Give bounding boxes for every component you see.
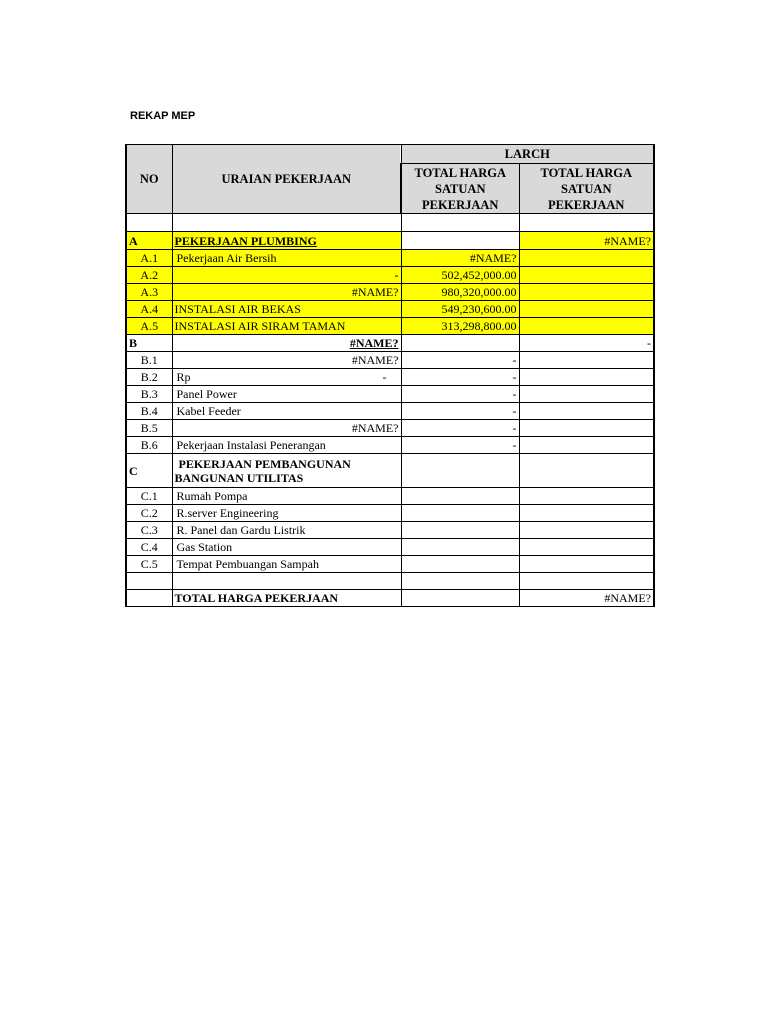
row-desc: Gas Station [172, 539, 401, 556]
table-row [126, 556, 654, 573]
row-v1: 980,320,000.00 [401, 284, 519, 301]
section-a-label: PEKERJAAN PLUMBING [172, 232, 401, 250]
row-desc: INSTALASI AIR SIRAM TAMAN [172, 318, 401, 335]
section-b-v1 [401, 335, 519, 352]
rekap-table [125, 144, 655, 607]
row-no: C.2 [126, 505, 172, 522]
total-v1 [401, 590, 519, 607]
row-no: B.6 [126, 437, 172, 454]
row-v1: - [401, 352, 519, 369]
table-row [126, 386, 654, 403]
row-v2 [519, 386, 654, 403]
table-row [126, 318, 654, 335]
row-v1: - [401, 369, 519, 386]
table-row [126, 284, 654, 301]
section-b-no: B [126, 335, 172, 352]
row-no: B.5 [126, 420, 172, 437]
section-c-label-line1: PEKERJAAN PEMBANGUNAN [178, 456, 351, 471]
row-v2 [519, 352, 654, 369]
row-desc-right: #NAME? [172, 420, 401, 437]
row-v2 [519, 522, 654, 539]
row-v2 [519, 556, 654, 573]
row-no: B.2 [126, 369, 172, 386]
row-no: C.1 [126, 488, 172, 505]
row-v2 [519, 488, 654, 505]
row-desc-text: Rp [176, 370, 191, 384]
row-no: A.4 [126, 301, 172, 318]
header-no: NO [126, 145, 172, 214]
row-v2 [519, 437, 654, 454]
section-c-v1 [401, 454, 519, 488]
section-a-no: A [126, 232, 172, 250]
row-v1: - [401, 386, 519, 403]
row-desc-right: #NAME? [172, 352, 401, 369]
row-v2 [519, 301, 654, 318]
header-col1: TOTAL HARGA SATUAN PEKERJAAN [401, 164, 519, 214]
table-row [126, 420, 654, 437]
table-row [126, 437, 654, 454]
spacer-row [126, 573, 654, 590]
row-v1: - [401, 437, 519, 454]
row-v1: #NAME? [401, 250, 519, 267]
row-desc: Kabel Feeder [172, 403, 401, 420]
section-a-total: #NAME? [519, 232, 654, 250]
row-v2 [519, 250, 654, 267]
header-row [126, 145, 654, 164]
row-desc-right: #NAME? [172, 284, 401, 301]
row-v1: 502,452,000.00 [401, 267, 519, 284]
row-v2 [519, 403, 654, 420]
row-desc: INSTALASI AIR BEKAS [172, 301, 401, 318]
table-row [126, 352, 654, 369]
row-desc [172, 369, 401, 386]
row-no: C.4 [126, 539, 172, 556]
total-value: #NAME? [519, 590, 654, 607]
row-v1: 549,230,600.00 [401, 301, 519, 318]
table-row [126, 488, 654, 505]
row-v1 [401, 522, 519, 539]
row-desc: Panel Power [172, 386, 401, 403]
row-v2 [519, 369, 654, 386]
section-b-row [126, 335, 654, 352]
row-no: A.2 [126, 267, 172, 284]
row-desc: Rumah Pompa [172, 488, 401, 505]
row-v1 [401, 556, 519, 573]
header-uraian: URAIAN PEKERJAAN [172, 145, 401, 214]
row-no: B.4 [126, 403, 172, 420]
row-v2 [519, 420, 654, 437]
row-desc-right: - [172, 267, 401, 284]
table-row [126, 267, 654, 284]
row-v1: 313,298,800.00 [401, 318, 519, 335]
row-desc-right: - [382, 370, 387, 384]
table-row [126, 403, 654, 420]
table-row [126, 301, 654, 318]
section-c-label [172, 454, 401, 488]
row-v1 [401, 488, 519, 505]
row-no: A.3 [126, 284, 172, 301]
row-v1: - [401, 403, 519, 420]
table-row [126, 505, 654, 522]
row-v2 [519, 267, 654, 284]
section-b-label: #NAME? [172, 335, 401, 352]
row-desc: R.server Engineering [172, 505, 401, 522]
section-a-v1 [401, 232, 519, 250]
row-no: C.5 [126, 556, 172, 573]
table-row [126, 250, 654, 267]
table-row [126, 539, 654, 556]
table-row [126, 369, 654, 386]
row-v1 [401, 505, 519, 522]
row-no: B.1 [126, 352, 172, 369]
row-desc: R. Panel dan Gardu Listrik [172, 522, 401, 539]
header-larch: LARCH [401, 145, 654, 164]
total-row [126, 590, 654, 607]
total-label: TOTAL HARGA PEKERJAAN [172, 590, 401, 607]
section-c-v2 [519, 454, 654, 488]
section-b-total: - [519, 335, 654, 352]
row-desc: Pekerjaan Air Bersih [172, 250, 401, 267]
section-c-label-line2: BANGUNAN UTILITAS [174, 470, 304, 485]
row-no: A.1 [126, 250, 172, 267]
section-c-row [126, 454, 654, 488]
section-a-row [126, 232, 654, 250]
row-v1: - [401, 420, 519, 437]
row-desc: Pekerjaan Instalasi Penerangan [172, 437, 401, 454]
row-v2 [519, 539, 654, 556]
page-title: REKAP MEP [130, 110, 196, 122]
row-v1 [401, 539, 519, 556]
total-no [126, 590, 172, 607]
row-no: B.3 [126, 386, 172, 403]
spacer-row [126, 214, 654, 232]
table-row [126, 522, 654, 539]
row-desc: Tempat Pembuangan Sampah [172, 556, 401, 573]
row-v2 [519, 318, 654, 335]
row-no: A.5 [126, 318, 172, 335]
row-v2 [519, 505, 654, 522]
header-col2: TOTAL HARGA SATUAN PEKERJAAN [519, 164, 654, 214]
row-v2 [519, 284, 654, 301]
section-c-no: C [126, 454, 172, 488]
row-no: C.3 [126, 522, 172, 539]
